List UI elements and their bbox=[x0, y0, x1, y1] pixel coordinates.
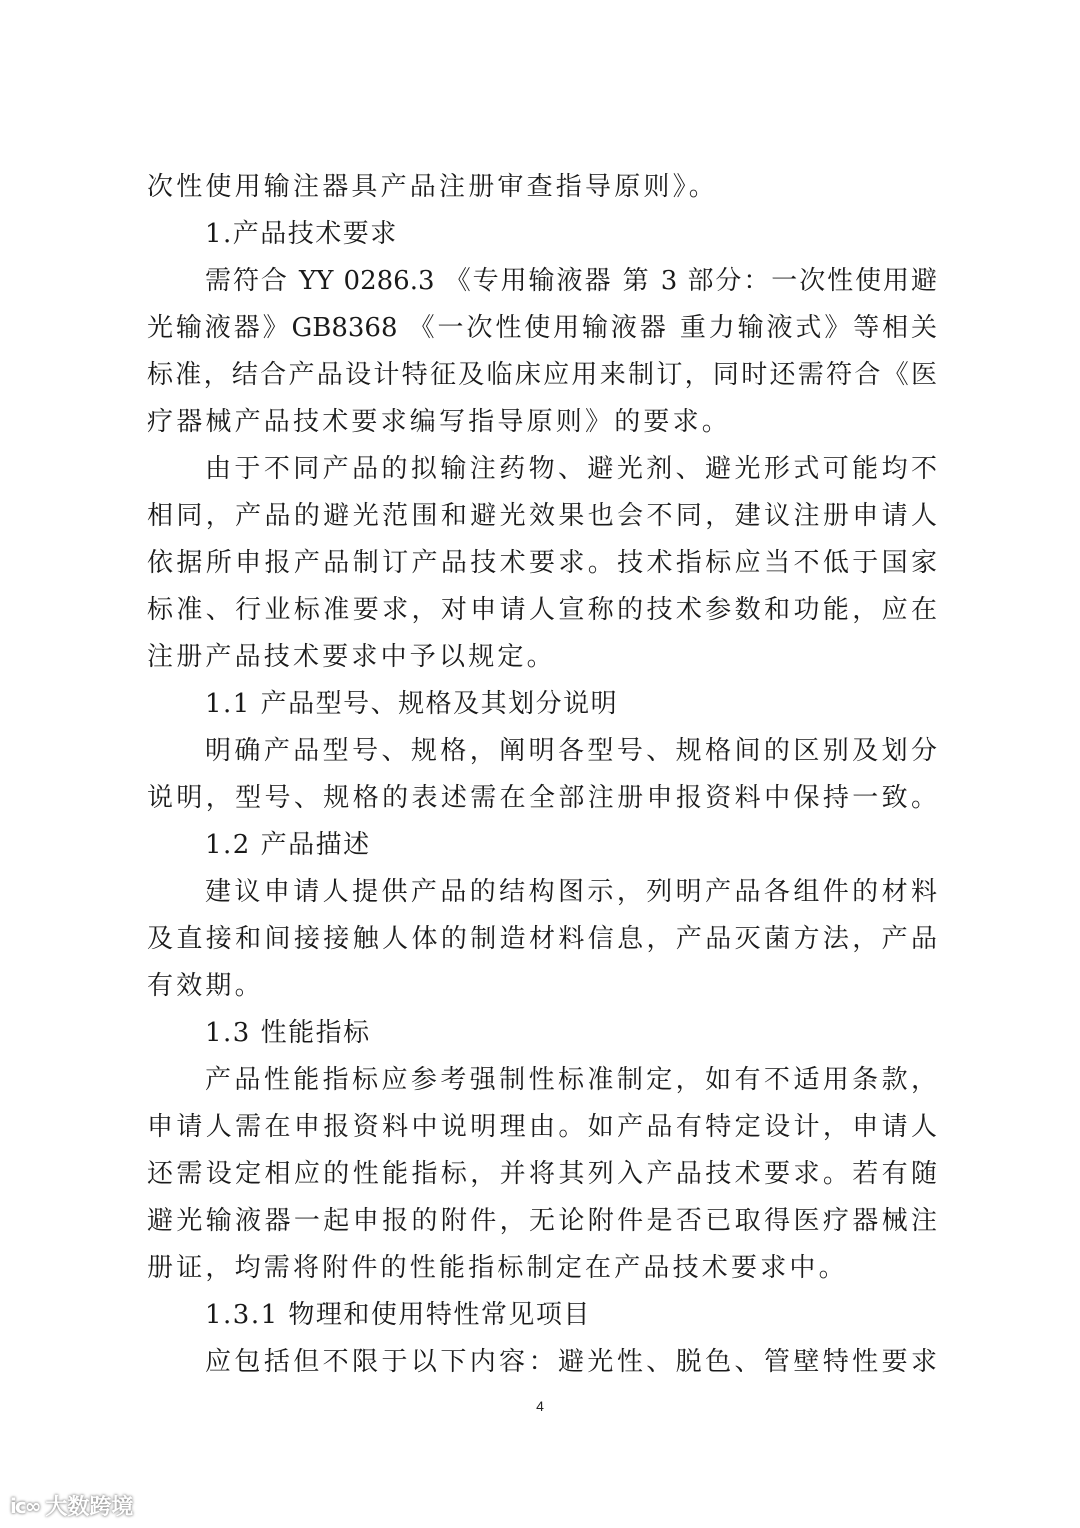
paragraph-line: 册证，均需将附件的性能指标制定在产品技术要求中。 bbox=[147, 1253, 848, 1283]
paragraph-line: 明确产品型号、规格，阐明各型号、规格间的区别及划分 bbox=[205, 736, 937, 766]
section-heading: 1.产品技术要求 bbox=[205, 219, 398, 249]
paragraph-line: 有效期。 bbox=[147, 971, 264, 1001]
paragraph-line: 相同，产品的避光范围和避光效果也会不同，建议注册申请人 bbox=[147, 501, 937, 531]
watermark bbox=[10, 1490, 133, 1521]
paragraph-line: 次性使用输注器具产品注册审查指导原则》。 bbox=[147, 172, 719, 202]
paragraph-line: 申请人需在申报资料中说明理由。如产品有特定设计，申请人 bbox=[147, 1112, 937, 1142]
paragraph-line: 依据所申报产品制订产品技术要求。技术指标应当不低于国家 bbox=[147, 548, 937, 578]
paragraph-line: 避光输液器一起申报的附件，无论附件是否已取得医疗器械注 bbox=[147, 1206, 937, 1236]
paragraph-line: 由于不同产品的拟输注药物、避光剂、避光形式可能均不 bbox=[205, 454, 937, 484]
paragraph-line: 产品性能指标应参考强制性标准制定，如有不适用条款， bbox=[205, 1065, 937, 1095]
document-page bbox=[147, 164, 937, 1386]
section-heading: 1.3 性能指标 bbox=[205, 1018, 371, 1048]
paragraph-line: 应包括但不限于以下内容：避光性、脱色、管壁特性要求 bbox=[205, 1347, 937, 1377]
paragraph-line: 光输液器》GB8368 《一次性使用输液器 重力输液式》等相关 bbox=[147, 313, 937, 343]
watermark-text: 大数跨境 bbox=[45, 1495, 134, 1520]
paragraph-line: 标准，结合产品设计特征及临床应用来制订，同时还需符合《医 bbox=[147, 360, 937, 390]
section-heading: 1.1 产品型号、规格及其划分说明 bbox=[205, 689, 619, 719]
paragraph-line: 说明，型号、规格的表述需在全部注册申报资料中保持一致。 bbox=[147, 783, 937, 813]
section-heading: 1.2 产品描述 bbox=[205, 830, 371, 860]
paragraph-line: 需符合 YY 0286.3 《专用输液器 第 3 部分：一次性使用避 bbox=[205, 266, 937, 296]
paragraph-line: 疗器械产品技术要求编写指导原则》的要求。 bbox=[147, 407, 732, 437]
paragraph-line: 标准、行业标准要求，对申请人宣称的技术参数和功能，应在 bbox=[147, 595, 937, 625]
page-number: 4 bbox=[536, 1398, 544, 1414]
section-heading: 1.3.1 物理和使用特性常见项目 bbox=[205, 1300, 591, 1330]
paragraph-line: 建议申请人提供产品的结构图示，列明产品各组件的材料 bbox=[205, 877, 937, 907]
watermark-logo-icon: ic∞ bbox=[10, 1493, 40, 1518]
paragraph-line: 还需设定相应的性能指标，并将其列入产品技术要求。若有随 bbox=[147, 1159, 937, 1189]
paragraph-line: 及直接和间接接触人体的制造材料信息，产品灭菌方法，产品 bbox=[147, 924, 937, 954]
paragraph-line: 注册产品技术要求中予以规定。 bbox=[147, 642, 556, 672]
